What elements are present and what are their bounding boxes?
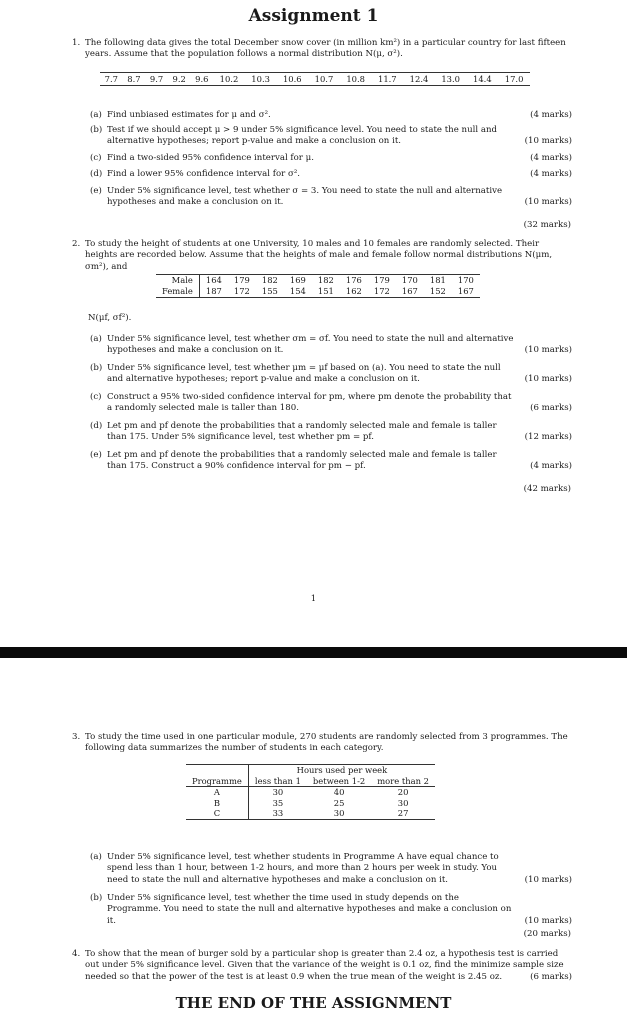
data-cell: 7.7 [104,74,118,84]
part-label: (a) [90,110,102,120]
height-cell: 172 [373,286,390,296]
height-cell: 167 [401,286,418,296]
column-header-row [186,776,435,787]
height-cell: 182 [317,275,334,285]
part-text: Under 5% significance level, test whether σ = 3. You need to state the null and alternative hypotheses and make a conclusion on it. [107,186,503,208]
table-cell: 30 [333,808,345,818]
height-cell: 164 [205,275,222,285]
heights-table [156,274,480,298]
table-cell: 25 [333,797,345,808]
data-cell: 9.6 [195,74,209,84]
part-marks: (10 marks) [524,197,572,208]
q1-total-marks: (32 marks) [523,220,571,230]
part-text: Find a lower 95% confidence interval for σ². [107,169,301,179]
part-label: (b) [90,363,103,373]
group-header-row [186,765,435,776]
part-text: Let pm and pf denote the probabilities that a randomly selected male and female is taller than 175. Under 5% significance level, test whether pm = pf. [107,421,497,443]
table-cell: 27 [397,808,409,818]
part-marks: (12 marks) [524,432,572,443]
female-row [156,286,480,298]
q1-part-c [90,153,572,164]
q4-body: To show that the mean of burger sold by a particular shop is greater than 2.4 oz, a hypothesis test is carried out under 5% significance level. Given that the variance of the weight is 0.1 oz, find the minimize sample size needed so that the power of the test is at least 0.9 when the true mean of the weight is 2.45 oz. [85,949,564,982]
col-more-than-2: more than 2 [371,776,435,787]
data-cell: 10.2 [219,74,239,84]
part-marks: (4 marks) [530,461,572,472]
page-divider [0,647,627,658]
height-cell: 187 [205,286,222,296]
height-cell: 182 [261,275,278,285]
q2-part-b [90,363,572,386]
data-cell: 9.7 [149,74,164,84]
height-cell: 169 [289,275,306,285]
col-less-than-1: less than 1 [248,776,307,787]
height-cell: 167 [457,286,474,296]
q3-part-a [90,852,572,886]
part-label: (c) [90,392,102,402]
data-cell: 10.3 [251,74,270,84]
row-label: A [186,787,248,798]
data-cell: 14.4 [473,74,492,84]
height-cell: 176 [345,275,362,285]
table-cell: 33 [272,808,284,818]
q3-total-marks: (20 marks) [523,929,571,939]
q4-text [85,949,572,983]
col-programme: Programme [186,776,248,787]
height-cell: 179 [373,275,390,285]
part-text: Under 5% significance level, test whether students in Programme A have equal chance to spend less than 1 hour, between 1-2 hours, and more than 2 hours per week in study. You need to state the null and alternative hypotheses and make a conclusion on it. [107,852,499,885]
q3-text: To study the time used in one particular module, 270 students are randomly selected from 3 programmes. The following data summarizes the number of students in each category. [85,732,568,754]
part-label: (c) [90,153,102,163]
part-text: Under 5% significance level, test whether μm = μf based on (a). You need to state the null and alternative hypotheses; report p-value and make a conclusion on it. [107,363,501,385]
page-number: 1 [310,594,317,604]
end-of-assignment: THE END OF THE ASSIGNMENT [175,994,452,1012]
table-cell: 35 [272,797,284,808]
q1-part-b [90,125,572,148]
q2-text: To study the height of students at one University, 10 males and 10 females are randomly selected. Their heights are recorded below. Assume that the heights of male and female follow normal distributions N(μm, σm²), and [85,239,553,272]
q1-part-e [90,186,572,209]
part-marks: (10 marks) [524,874,572,885]
part-label: (d) [90,421,103,431]
data-cell: 13.0 [441,74,460,84]
part-text: Under 5% significance level, test whether the time used in study depends on the Programme. You need to state the null and alternative hypotheses and make a conclusion on it. [107,893,512,926]
part-marks: (6 marks) [530,403,572,414]
data-cell: 10.7 [314,74,334,84]
part-text: Test if we should accept μ > 9 under 5% significance level. You need to state the null and alternative hypotheses; report p-value and make a conclusion on it. [107,125,497,147]
data-cell: 11.7 [377,74,397,84]
part-label: (b) [90,893,103,903]
row-label: B [186,798,248,809]
snow-data-row [100,73,530,86]
q1-part-a [90,110,572,121]
q2-continuation: N(μf, σf²). [88,313,132,323]
q2-part-c [90,392,572,415]
height-cell: 154 [289,286,306,296]
part-text: Let pm and pf denote the probabilities that a randomly selected male and female is taller than 175. Construct a 90% confidence interval for pm − pf. [107,450,497,472]
q2-part-a [90,334,572,357]
part-marks: (4 marks) [530,110,572,120]
data-cell: 10.8 [346,74,365,84]
male-label: Male [156,275,199,287]
female-label: Female [156,286,199,298]
part-text: Construct a 95% two-sided confidence interval for pm, where pm denote the probability that a randomly selected male is taller than 180. [107,392,512,414]
part-text: Under 5% significance level, test whether σm = σf. You need to state the null and alternative hypotheses and make a conclusion on it. [107,334,514,356]
height-cell: 162 [345,286,362,296]
q3-part-b [90,893,572,927]
height-cell: 151 [317,286,334,296]
part-marks: (10 marks) [524,915,572,926]
row-label: C [186,808,248,819]
table-cell: 40 [333,787,345,797]
q4-marks: (6 marks) [530,971,572,982]
part-label: (e) [90,186,102,196]
height-cell: 181 [429,275,446,285]
q1-text: The following data gives the total December snow cover (in million km²) in a particular country for last fifteen years. Assume that the population follows a normal distribution N(μ, σ²). [85,38,566,60]
assignment-title: Assignment 1 [248,6,379,26]
height-cell: 152 [429,286,446,296]
data-cell: 17.0 [504,74,524,84]
page-2 [0,658,627,1024]
q3-number: 3. [72,732,81,742]
table-row [186,798,435,809]
q2-part-d [90,421,572,444]
q2-part-e [90,450,572,473]
height-cell: 170 [457,275,474,285]
data-cell: 10.6 [282,74,302,84]
part-marks: (10 marks) [524,374,572,385]
height-cell: 172 [233,286,250,296]
part-label: (e) [90,450,102,460]
part-label: (d) [90,169,103,179]
q4-number: 4. [72,949,81,959]
table-cell: 20 [397,787,409,797]
table-row [186,808,435,819]
part-text: Find unbiased estimates for μ and σ². [107,110,271,120]
q2-total-marks: (42 marks) [523,484,571,494]
part-text: Find a two-sided 95% confidence interval for μ. [107,153,314,163]
part-label: (a) [90,334,102,344]
height-cell: 170 [401,275,418,285]
table-cell: 30 [397,797,409,808]
part-marks: (10 marks) [524,345,572,356]
programme-table [186,764,435,820]
q1-part-d [90,169,572,180]
part-label: (a) [90,852,102,862]
table-row [186,787,435,798]
part-marks: (4 marks) [530,153,572,163]
snow-data-table [100,72,530,86]
data-cell: 12.4 [409,74,429,84]
data-cell: 9.2 [172,74,186,84]
part-marks: (10 marks) [524,136,572,147]
group-header: Hours used per week [296,765,388,775]
part-marks: (4 marks) [530,169,572,179]
height-cell: 179 [233,275,250,285]
data-cell: 8.7 [127,74,141,84]
table-cell: 30 [272,787,284,797]
part-label: (b) [90,125,103,135]
male-row [156,275,480,287]
q1-number: 1. [72,38,81,48]
height-cell: 155 [261,286,278,296]
col-between-1-2: between 1-2 [307,776,371,787]
q2-number: 2. [72,239,81,249]
